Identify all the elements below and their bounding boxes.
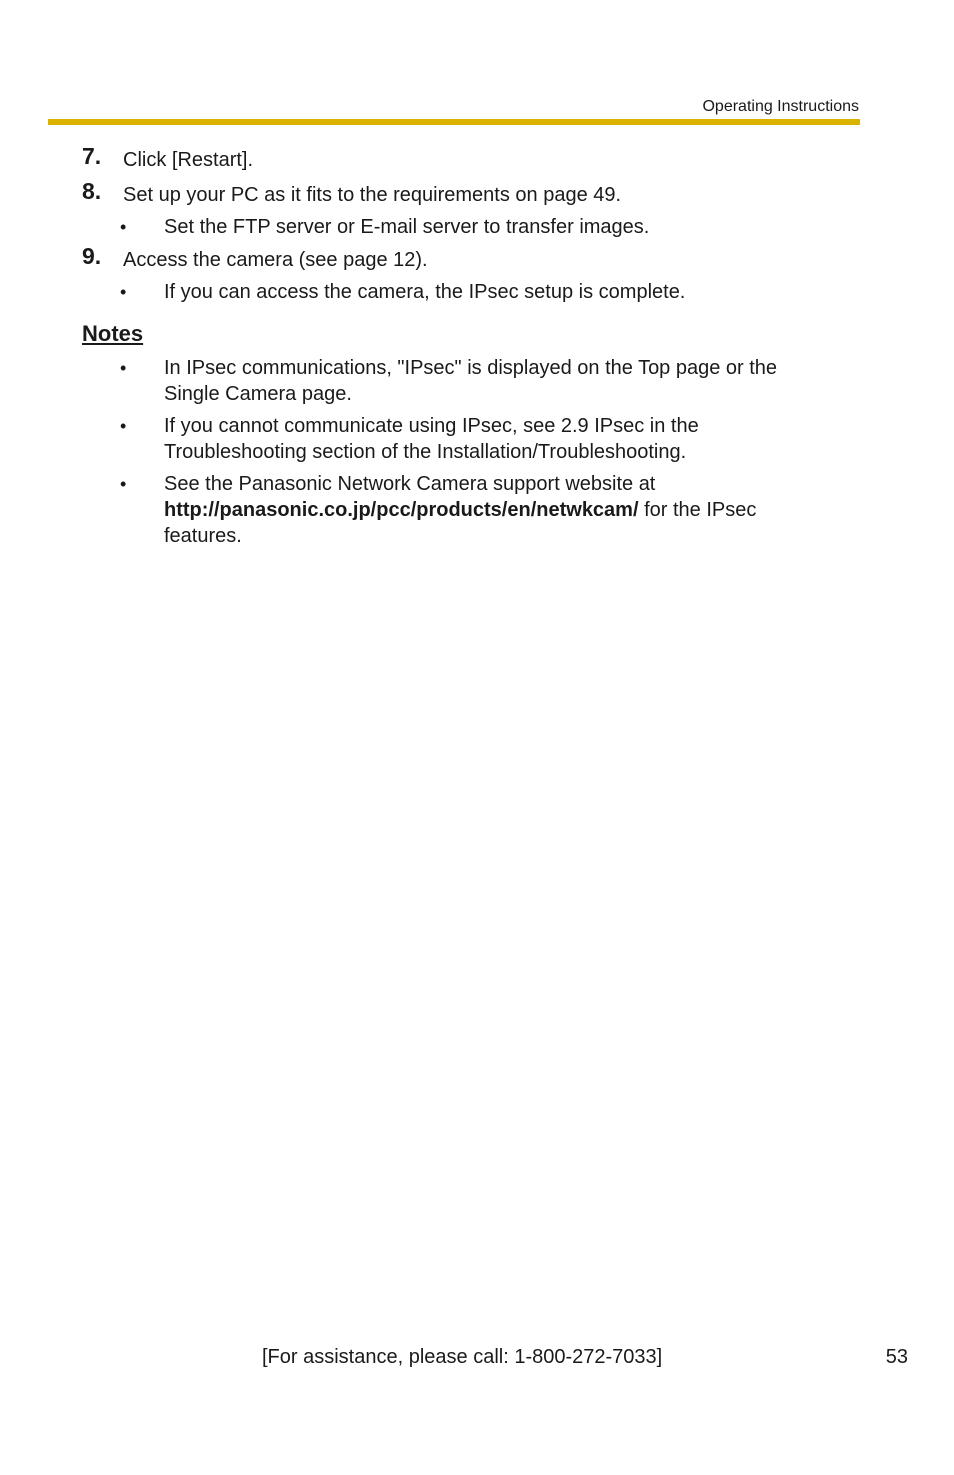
note-line: Single Camera page. xyxy=(164,383,352,405)
bullet-icon: • xyxy=(120,358,127,378)
bullet-icon: • xyxy=(120,474,127,494)
step-text: Set up your PC as it fits to the requirements on page 49. xyxy=(123,184,622,206)
note-line: In IPsec communications, "IPsec" is displayed on the Top page or the xyxy=(164,357,778,379)
notes-heading: Notes xyxy=(82,321,144,346)
url-suffix: for the IPsec xyxy=(638,499,757,521)
step-number: 9. xyxy=(82,243,102,269)
note-line: Troubleshooting section of the Installation/Troubleshooting. xyxy=(164,441,687,463)
bullet-text: Set the FTP server or E-mail server to transfer images. xyxy=(164,216,650,238)
note-text xyxy=(164,355,844,407)
bullet-icon: • xyxy=(120,282,127,302)
note-text xyxy=(164,471,844,549)
note-line xyxy=(164,497,844,523)
support-website-link[interactable]: http://panasonic.co.jp/pcc/products/en/netwkcam/ xyxy=(164,499,639,521)
note-line: See the Panasonic Network Camera support website at xyxy=(164,473,656,495)
bullet-text: If you can access the camera, the IPsec setup is complete. xyxy=(164,281,686,303)
step-text: Access the camera (see page 12). xyxy=(123,249,428,271)
header-rule xyxy=(48,119,860,125)
step-number: 7. xyxy=(82,143,102,169)
note-line: If you cannot communicate using IPsec, see 2.9 IPsec in the xyxy=(164,415,699,437)
page-number: 53 xyxy=(885,1346,908,1368)
header-title: Operating Instructions xyxy=(702,98,859,115)
bullet-icon: • xyxy=(120,217,127,237)
note-line: features. xyxy=(164,525,242,547)
note-text xyxy=(164,413,844,465)
assistance-text: [For assistance, please call: 1-800-272-7033] xyxy=(262,1346,663,1368)
bullet-icon: • xyxy=(120,416,127,436)
step-text: Click [Restart]. xyxy=(123,149,254,171)
step-number: 8. xyxy=(82,178,102,204)
